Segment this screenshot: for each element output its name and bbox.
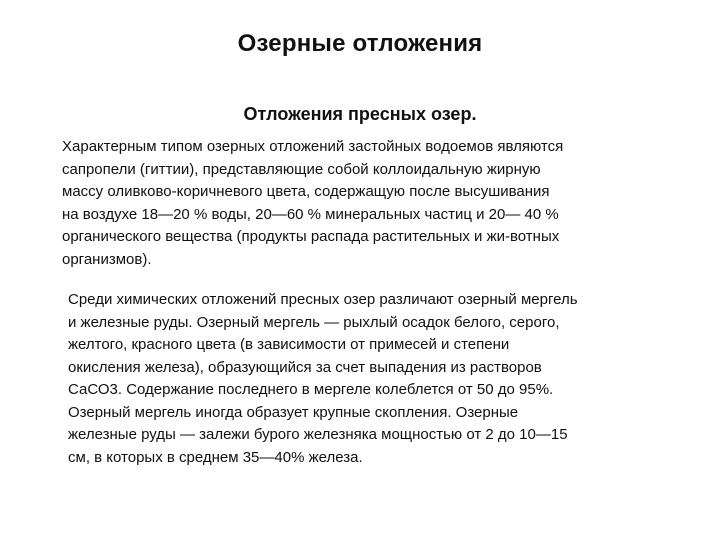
paragraph-sapropel: Характерным типом озерных отложений застойных водоемов являются сапропели (гиттии), представляющие собой коллоидальную жирную массу оливково-коричневого цвета, содержащую после высушивания на воздухе 18—20 % воды, 20—60 % минеральных частиц и 20— 40 % органического вещества (продукты распада растительных и жи-вотных организмов).: [62, 138, 564, 268]
paragraph-chemical-deposits: Среди химических отложений пресных озер различают озерный мергель и железные руды. Озерный мергель — рыхлый осадок белого, серого, желтого, красного цвета (в зависимости от примесей и степени окисления железа), образующийся за счет выпадения из растворов СаСО3. Содержание последнего в мергеле колеблется от 50 до 95%. Озерный мергель иногда образует крупные скопления. Озерные железные руды — залежи бурого железняка мощностью от 2 до 10—15 см, в которых в среднем 35—40% железа.: [68, 291, 578, 466]
slide-subtitle: Отложения пресных озер.: [243, 104, 477, 124]
slide-title: Озерные отложения: [237, 30, 483, 57]
